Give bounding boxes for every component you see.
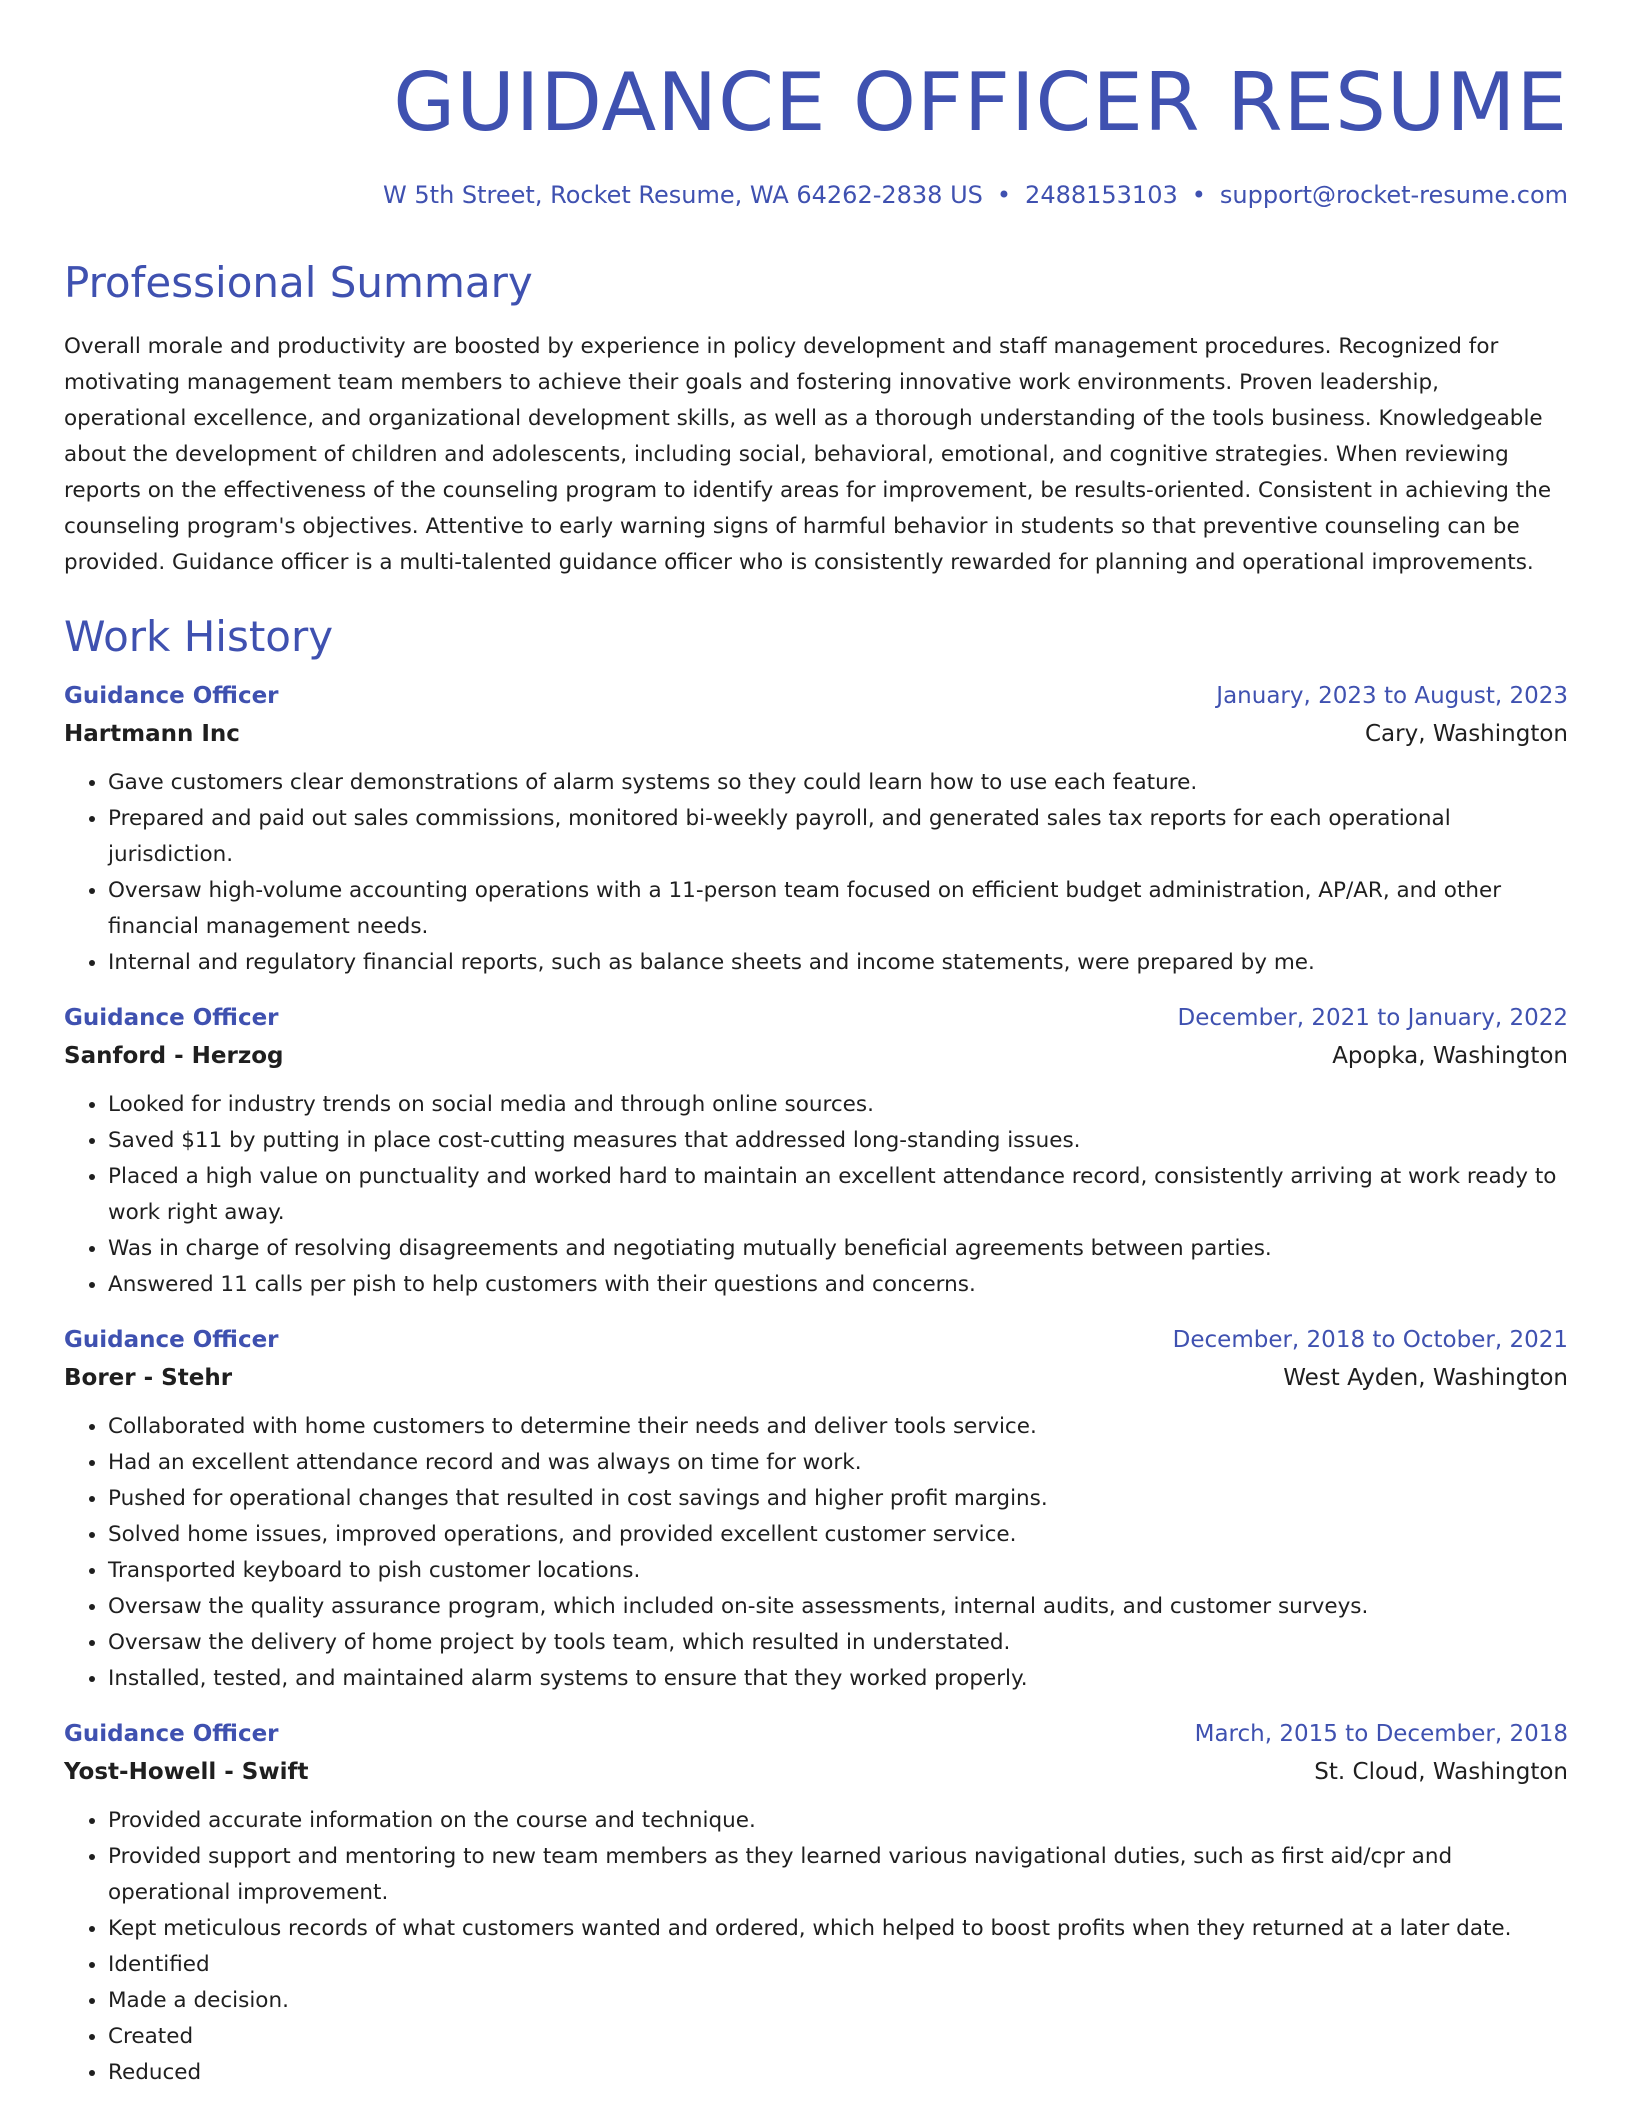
job-title: Guidance Officer [64, 683, 279, 709]
job-header-row [64, 999, 1568, 1037]
job-dates: December, 2018 to October, 2021 [1172, 1327, 1568, 1353]
list-item: • Placed a high value on punctuality and worked hard to maintain an excellent attendance record, consistently arriving at work ready to work right away. [108, 1159, 1568, 1231]
job-company-row [64, 1037, 1568, 1075]
job-location: St. Cloud, Washington [1314, 1759, 1568, 1785]
job-company: Hartmann Inc [64, 721, 240, 747]
job-entry [64, 999, 1568, 1303]
job-location: Cary, Washington [1364, 721, 1568, 747]
job-header-row [64, 677, 1568, 715]
list-item: • Oversaw the quality assurance program, which included on-site assessments, internal audits, and customer surveys. [108, 1589, 1568, 1625]
job-location: Apopka, Washington [1332, 1043, 1568, 1069]
list-item: • Transported keyboard to pish customer locations. [108, 1553, 1568, 1589]
contact-address: W 5th Street, Rocket Resume, WA 64262-2838 US [383, 181, 983, 209]
list-item: • Made a decision. [108, 1983, 1568, 2019]
section-heading-summary: Professional Summary [64, 258, 533, 307]
list-item: • Internal and regulatory financial reports, such as balance sheets and income statements, were prepared by me. [108, 945, 1568, 981]
job-entry [64, 677, 1568, 981]
list-item: • Looked for industry trends on social media and through online sources. [108, 1087, 1568, 1123]
list-item: • Kept meticulous records of what customers wanted and ordered, which helped to boost profits when they returned at a later date. [108, 1911, 1568, 1947]
list-item: • Saved $11 by putting in place cost-cutting measures that addressed long-standing issues. [108, 1123, 1568, 1159]
job-bullet-list [64, 765, 1568, 981]
job-company-row [64, 1753, 1568, 1791]
list-item: • Oversaw high-volume accounting operations with a 11-person team focused on efficient budget administration, AP/AR, and other financial management needs. [108, 873, 1568, 945]
list-item: • Reduced [108, 2055, 1568, 2091]
list-item: • Provided support and mentoring to new team members as they learned various navigational duties, such as first aid/cpr and operational improvement. [108, 1839, 1568, 1911]
list-item: • Answered 11 calls per pish to help customers with their questions and concerns. [108, 1267, 1568, 1303]
job-location: West Ayden, Washington [1283, 1365, 1568, 1391]
job-title: Guidance Officer [64, 1721, 279, 1747]
list-item: • Oversaw the delivery of home project by tools team, which resulted in understated. [108, 1625, 1568, 1661]
resume-title: GUIDANCE OFFICER RESUME [393, 56, 1568, 149]
contact-separator: • [1191, 181, 1206, 209]
job-title: Guidance Officer [64, 1327, 279, 1353]
contact-line [64, 178, 1568, 212]
list-item: • Solved home issues, improved operations, and provided excellent customer service. [108, 1517, 1568, 1553]
list-item: • Created [108, 2019, 1568, 2055]
job-dates: March, 2015 to December, 2018 [1194, 1721, 1568, 1747]
job-title: Guidance Officer [64, 1005, 279, 1031]
job-list [64, 677, 1568, 2091]
list-item: • Was in charge of resolving disagreements and negotiating mutually beneficial agreements between parties. [108, 1231, 1568, 1267]
list-item: • Prepared and paid out sales commissions, monitored bi-weekly payroll, and generated sales tax reports for each operational jurisdiction. [108, 801, 1568, 873]
job-company: Sanford - Herzog [64, 1043, 284, 1069]
job-bullet-list [64, 1803, 1568, 2091]
contact-email[interactable]: support@rocket-resume.com [1219, 181, 1568, 209]
list-item: • Had an excellent attendance record and was always on time for work. [108, 1445, 1568, 1481]
list-item: • Gave customers clear demonstrations of alarm systems so they could learn how to use each feature. [108, 765, 1568, 801]
job-company-row [64, 715, 1568, 753]
job-entry [64, 1715, 1568, 2091]
professional-summary-section [64, 255, 1568, 581]
contact-phone: 2488153103 [1025, 181, 1178, 209]
job-header-row [64, 1715, 1568, 1753]
contact-separator: • [996, 181, 1012, 209]
list-item: • Identified [108, 1947, 1568, 1983]
list-item: • Provided accurate information on the course and technique. [108, 1803, 1568, 1839]
section-heading-work: Work History [64, 612, 334, 661]
job-header-row [64, 1321, 1568, 1359]
work-history-section [64, 609, 1568, 2091]
job-entry [64, 1321, 1568, 1697]
list-item: • Collaborated with home customers to determine their needs and deliver tools service. [108, 1409, 1568, 1445]
job-bullet-list [64, 1409, 1568, 1697]
list-item: • Pushed for operational changes that resulted in cost savings and higher profit margins. [108, 1481, 1568, 1517]
summary-text: Overall morale and productivity are boosted by experience in policy development and staff management procedures. Recognized for motivating management team members to achieve their goals and fostering innovative work environments. Proven leadership, operational excellence, and organizational development skills, as well as a thorough understanding of the tools business. Knowledgeable about the development of children and adolescents, including social, behavioral, emotional, and cognitive strategies. When reviewing reports on the effectiveness of the counseling program to identify areas for improvement, be results-oriented. Consistent in achieving the counseling program's objectives. Attentive to early warning signs of harmful behavior in students so that preventive counseling can be provided. Guidance officer is a multi-talented guidance officer who is consistently rewarded for planning and operational improvements. [64, 334, 1552, 575]
job-bullet-list [64, 1087, 1568, 1303]
job-dates: December, 2021 to January, 2022 [1177, 1005, 1568, 1031]
job-company: Yost-Howell - Swift [64, 1759, 309, 1785]
job-company-row [64, 1359, 1568, 1397]
job-company: Borer - Stehr [64, 1365, 233, 1391]
list-item: • Installed, tested, and maintained alarm systems to ensure that they worked properly. [108, 1661, 1568, 1697]
job-dates: January, 2023 to August, 2023 [1216, 683, 1568, 709]
